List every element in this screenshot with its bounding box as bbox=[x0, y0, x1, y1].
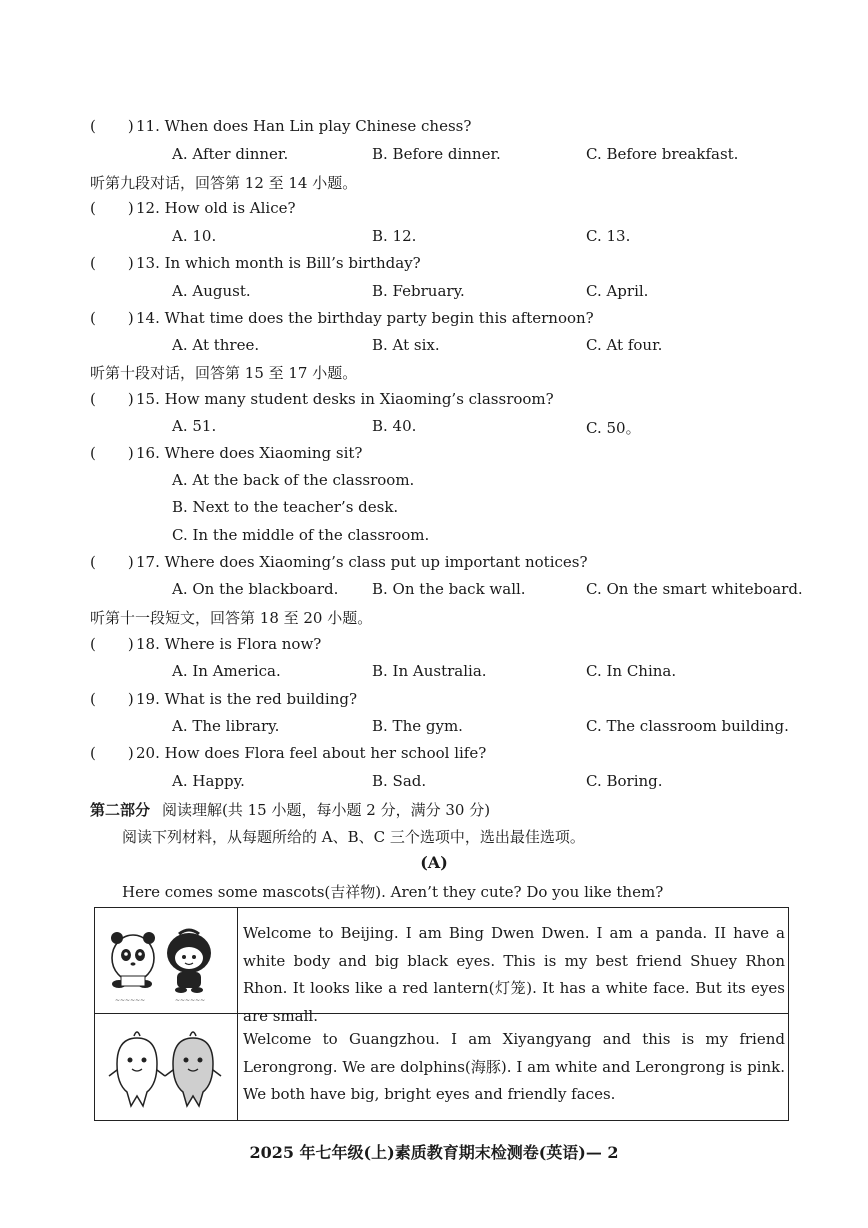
option-c: C. Boring. bbox=[586, 772, 663, 790]
option-a: A. At the back of the classroom. bbox=[172, 471, 415, 489]
section-heading-9: 听第九段对话，回答第 12 至 14 小题。 bbox=[90, 174, 358, 192]
question-text: 14. What time does the birthday party begin this afternoon? bbox=[136, 309, 594, 327]
mascot-description-beijing: Welcome to Beijing. I am Bing Dwen Dwen. I am a panda. II have a white body and big black eyes. This is my best friend Shuey Rhon Rhon. It looks like a red lantern(灯笼). It has a white face. But its eyes are small. bbox=[243, 924, 785, 1025]
option-b: B. Before dinner. bbox=[372, 145, 501, 163]
xiyangyang-lerongrong-illustration bbox=[95, 1014, 235, 1118]
option-c: C. In the middle of the classroom. bbox=[172, 526, 430, 544]
option-b: B. On the back wall. bbox=[372, 580, 526, 598]
option-b: B. Next to the teacher’s desk. bbox=[172, 498, 399, 516]
option-a: A. After dinner. bbox=[172, 145, 289, 163]
svg-text:~~~~~~: ~~~~~~ bbox=[175, 997, 206, 1004]
option-c: C. At four. bbox=[586, 336, 663, 354]
option-c: C. On the smart whiteboard. bbox=[586, 580, 803, 598]
question-text: 12. How old is Alice? bbox=[136, 199, 296, 217]
option-c: C. 50。 bbox=[586, 419, 641, 437]
table-row bbox=[95, 908, 788, 1025]
question-11 bbox=[90, 117, 471, 135]
answer-blank[interactable]: ( ) bbox=[90, 199, 134, 217]
answer-blank[interactable]: ( ) bbox=[90, 117, 134, 135]
option-b: B. 40. bbox=[372, 417, 417, 435]
question-17 bbox=[90, 553, 588, 571]
option-b: B. Sad. bbox=[372, 772, 427, 790]
option-a: A. On the blackboard. bbox=[172, 580, 339, 598]
passage-intro: Here comes some mascots(吉祥物). Aren’t they cute? Do you like them? bbox=[122, 883, 664, 901]
image-cell bbox=[95, 1014, 238, 1120]
option-c: C. 13. bbox=[586, 227, 631, 245]
option-a: A. August. bbox=[172, 282, 251, 300]
section-heading-10: 听第十段对话，回答第 15 至 17 小题。 bbox=[90, 364, 358, 382]
panda-mascot-icon bbox=[111, 932, 155, 988]
question-text: 15. How many student desks in Xiaoming’s classroom? bbox=[136, 390, 554, 408]
answer-blank[interactable]: ( ) bbox=[90, 390, 134, 408]
option-c: C. April. bbox=[586, 282, 649, 300]
option-b: B. In Australia. bbox=[372, 662, 487, 680]
part-title: 第二部分 bbox=[90, 801, 151, 819]
dolphin-mascot-white-icon bbox=[109, 1032, 165, 1106]
question-19 bbox=[90, 690, 357, 708]
answer-blank[interactable]: ( ) bbox=[90, 254, 134, 272]
mascot-description-guangzhou: Welcome to Guangzhou. I am Xiyangyang and this is my friend Lerongrong. We are dolphins(海豚). I am white and Lerongrong is pink. We both have big, bright eyes and friendly faces. bbox=[243, 1030, 785, 1103]
answer-blank[interactable]: ( ) bbox=[90, 690, 134, 708]
option-a: A. 51. bbox=[172, 417, 217, 435]
lantern-mascot-icon bbox=[167, 930, 211, 993]
option-b: B. The gym. bbox=[372, 717, 463, 735]
question-text: 19. What is the red building? bbox=[136, 690, 358, 708]
answer-blank[interactable]: ( ) bbox=[90, 444, 134, 462]
question-text: 18. Where is Flora now? bbox=[136, 635, 322, 653]
svg-text:~~~~~~: ~~~~~~ bbox=[115, 997, 146, 1004]
option-b: B. At six. bbox=[372, 336, 440, 354]
part-subtitle: 阅读理解(共 15 小题，每小题 2 分，满分 30 分) bbox=[162, 801, 491, 819]
question-12 bbox=[90, 199, 296, 217]
table-row bbox=[95, 1014, 788, 1120]
part-heading bbox=[90, 799, 490, 820]
option-c: C. Before breakfast. bbox=[586, 145, 739, 163]
answer-blank[interactable]: ( ) bbox=[90, 744, 134, 762]
bing-dwen-dwen-shuey-rhon-rhon-illustration bbox=[95, 908, 235, 1012]
answer-blank[interactable]: ( ) bbox=[90, 553, 134, 571]
option-b: B. 12. bbox=[372, 227, 417, 245]
question-15 bbox=[90, 390, 554, 408]
part-instruction: 阅读下列材料，从每题所给的 A、B、C 三个选项中，选出最佳选项。 bbox=[122, 828, 585, 846]
section-heading-11: 听第十一段短文，回答第 18 至 20 小题。 bbox=[90, 609, 373, 627]
question-14 bbox=[90, 309, 594, 327]
mascot-table bbox=[94, 907, 789, 1121]
dolphin-mascot-pink-icon bbox=[165, 1032, 221, 1106]
option-c: C. In China. bbox=[586, 662, 677, 680]
option-a: A. At three. bbox=[172, 336, 260, 354]
page-footer: 2025 年七年级(上)素质教育期末检测卷(英语)— 2 bbox=[249, 1143, 619, 1162]
answer-blank[interactable]: ( ) bbox=[90, 635, 134, 653]
image-cell bbox=[95, 908, 238, 1013]
question-text: 17. Where does Xiaoming’s class put up important notices? bbox=[136, 553, 588, 571]
option-b: B. February. bbox=[372, 282, 465, 300]
option-a: A. 10. bbox=[172, 227, 217, 245]
passage-label: (A) bbox=[420, 853, 448, 872]
question-text: 13. In which month is Bill’s birthday? bbox=[136, 254, 421, 272]
question-18 bbox=[90, 635, 321, 653]
question-text: 11. When does Han Lin play Chinese chess? bbox=[136, 117, 472, 135]
question-20 bbox=[90, 744, 486, 762]
option-a: A. Happy. bbox=[172, 772, 245, 790]
option-a: A. In America. bbox=[172, 662, 281, 680]
question-16 bbox=[90, 444, 362, 462]
option-a: A. The library. bbox=[172, 717, 280, 735]
answer-blank[interactable]: ( ) bbox=[90, 309, 134, 327]
question-text: 16. Where does Xiaoming sit? bbox=[136, 444, 363, 462]
question-13 bbox=[90, 254, 421, 272]
option-c: C. The classroom building. bbox=[586, 717, 789, 735]
question-text: 20. How does Flora feel about her school life? bbox=[136, 744, 487, 762]
